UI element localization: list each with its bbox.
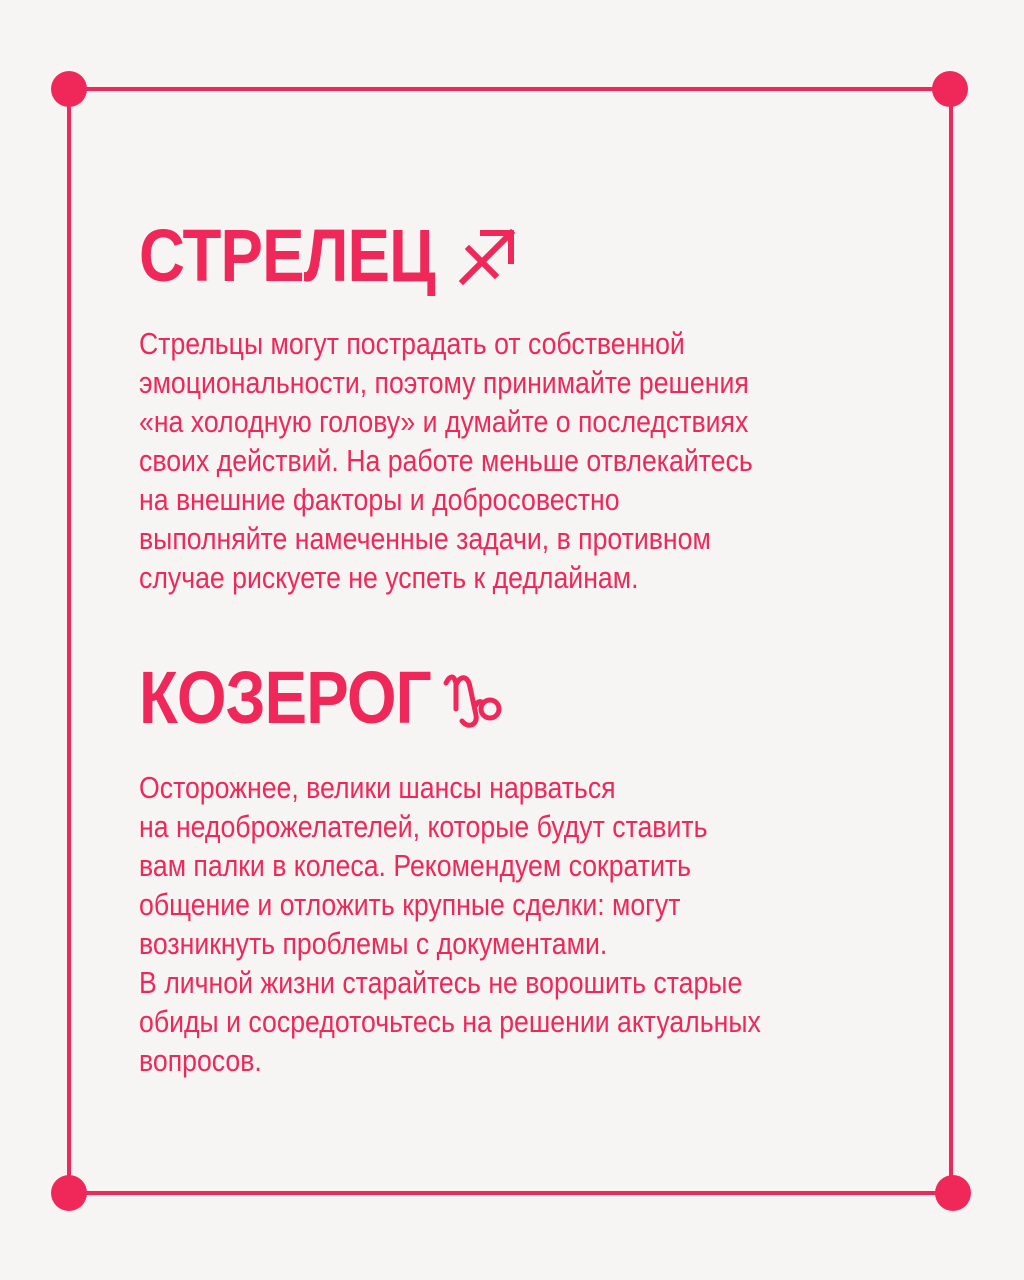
frame-left-line (67, 89, 71, 1193)
sagittarius-section (139, 214, 899, 597)
capricorn-line: возникнуть проблемы с документами. (139, 926, 608, 961)
capricorn-line: вопросов. (139, 1043, 262, 1078)
capricorn-line: вам палки в колеса. Рекомендуем сократить (139, 848, 691, 883)
sagittarius-line: выполняйте намеченные задачи, в противном (139, 521, 711, 556)
capricorn-line: В личной жизни старайтесь не ворошить старые (139, 965, 743, 1000)
frame-top-line (70, 87, 950, 91)
capricorn-section (139, 656, 899, 1080)
frame-bottom-line (70, 1191, 954, 1195)
capricorn-line: на недоброжелателей, которые будут ставить (139, 809, 708, 844)
sagittarius-header (139, 214, 899, 298)
sagittarius-line: Стрельцы могут пострадать от собственной (139, 326, 685, 361)
sagittarius-title: СТРЕЛЕЦ (139, 214, 435, 297)
sagittarius-line: «на холодную голову» и думайте о последствиях (139, 404, 749, 439)
sagittarius-line: своих действий. На работе меньше отвлекайтесь (139, 443, 753, 478)
capricorn-header (139, 656, 899, 740)
capricorn-line: общение и отложить крупные сделки: могут (139, 887, 681, 922)
sagittarius-description (139, 324, 896, 597)
sagittarius-line: случае рискуете не успеть к дедлайнам. (139, 560, 639, 595)
corner-dot-top-right (932, 71, 968, 107)
sagittarius-line: эмоциональности, поэтому принимайте решения (139, 365, 749, 400)
corner-dot-top-left (51, 71, 87, 107)
frame-right-line (949, 89, 953, 1193)
corner-dot-bottom-right (935, 1175, 971, 1211)
sagittarius-line: на внешние факторы и добросовестно (139, 482, 620, 517)
capricorn-line: Осторожнее, велики шансы нарваться (139, 770, 616, 805)
capricorn-icon (442, 665, 508, 731)
sagittarius-icon (455, 223, 521, 289)
capricorn-title: КОЗЕРОГ (139, 656, 431, 739)
capricorn-description (139, 768, 896, 1080)
capricorn-line: обиды и сосредоточьтесь на решении актуальных (139, 1004, 761, 1039)
corner-dot-bottom-left (51, 1175, 87, 1211)
